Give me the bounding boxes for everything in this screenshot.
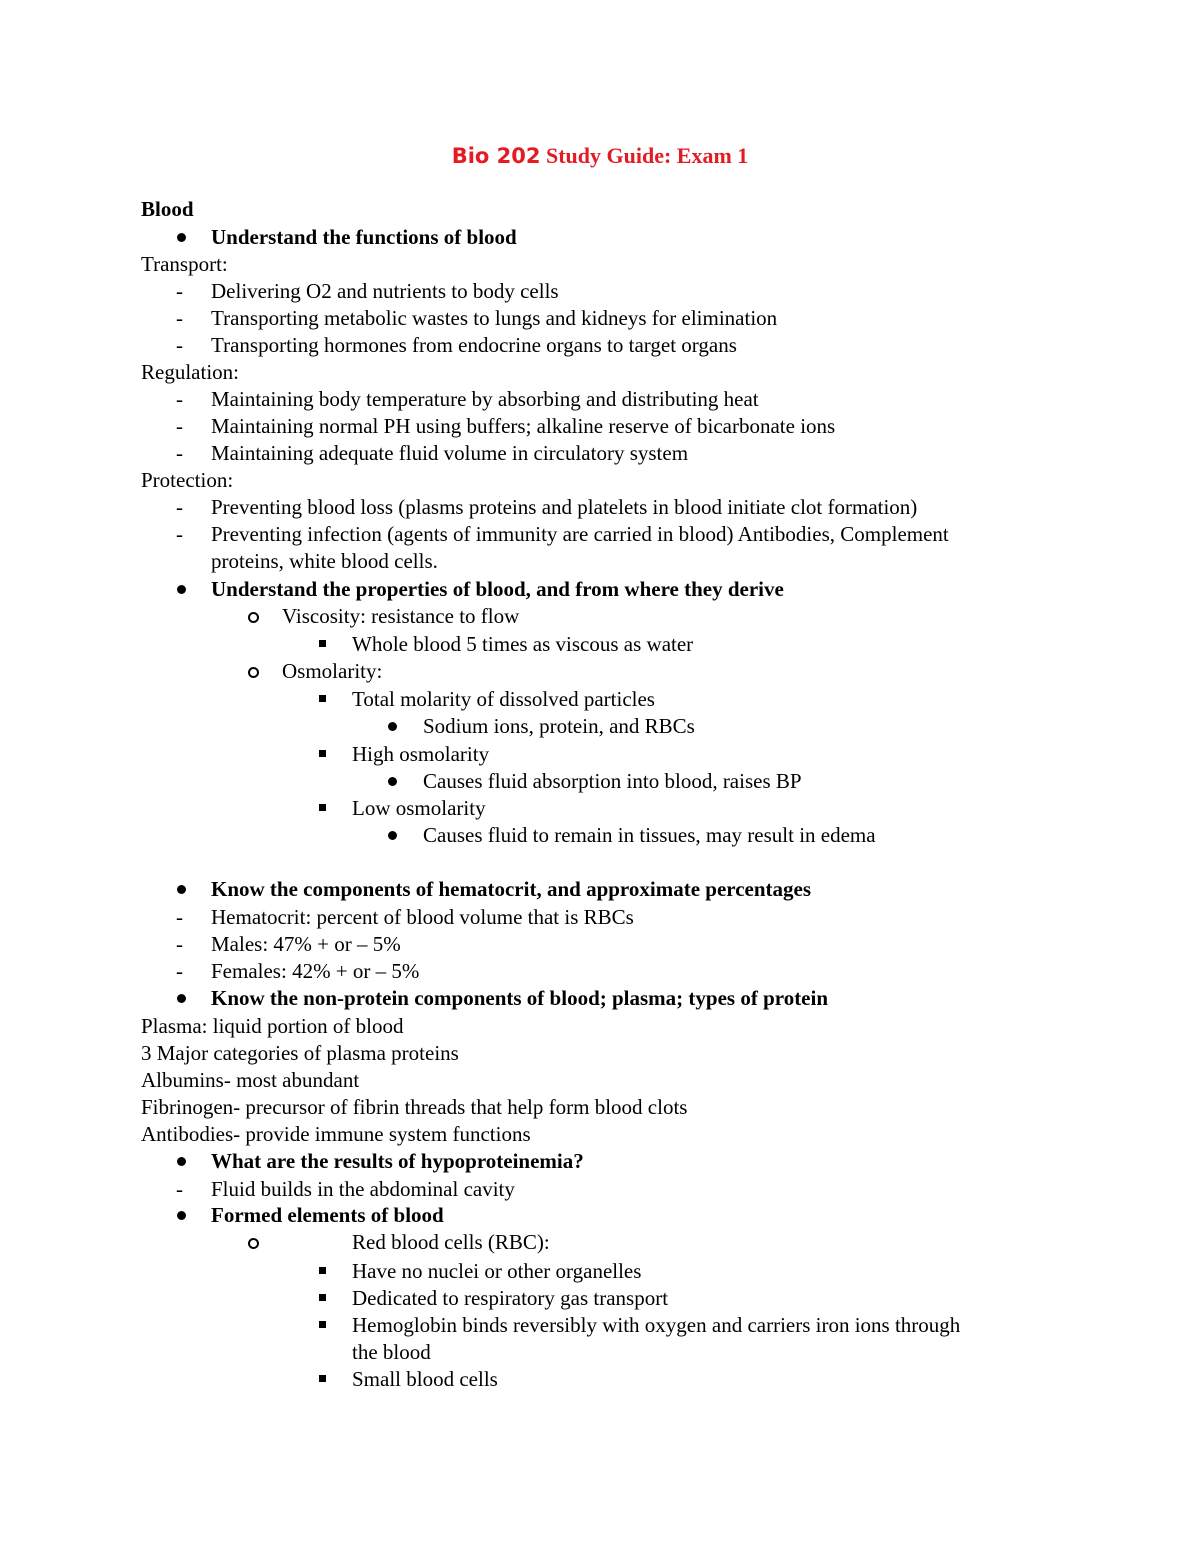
list-item: High osmolarity (352, 742, 490, 766)
bullet-disc (388, 777, 397, 786)
text-line: Regulation: (141, 360, 239, 384)
list-item: Low osmolarity (352, 796, 486, 820)
page-title (0, 142, 1200, 170)
list-item-continuation: proteins, white blood cells. (211, 549, 438, 573)
list-item: Transporting hormones from endocrine organs to target organs (211, 333, 737, 357)
list-item: Whole blood 5 times as viscous as water (352, 632, 694, 656)
text-line: Albumins- most abundant (141, 1068, 360, 1092)
dash-bullet: - (176, 279, 183, 303)
bullet-disc (177, 1157, 186, 1166)
text-line: 3 Major categories of plasma proteins (141, 1041, 459, 1065)
bullet-circle (248, 1238, 259, 1249)
bullet-square (319, 1375, 326, 1382)
list-item: Dedicated to respiratory gas transport (352, 1286, 669, 1310)
list-item: Causes fluid absorption into blood, raises BP (423, 769, 802, 793)
bullet-square (319, 804, 326, 811)
bullet-square (319, 640, 326, 647)
list-item: Preventing infection (agents of immunity are carried in blood) Antibodies, Complement (211, 522, 949, 546)
list-item: Hematocrit: percent of blood volume that is RBCs (211, 905, 634, 929)
list-item: Understand the properties of blood, and from where they derive (211, 577, 784, 601)
list-item: Know the components of hematocrit, and approximate percentages (211, 877, 812, 901)
dash-bullet: - (176, 306, 183, 330)
list-item-continuation: the blood (352, 1340, 431, 1364)
list-item: Fluid builds in the abdominal cavity (211, 1177, 515, 1201)
text-line: Transport: (141, 252, 228, 276)
dash-bullet: - (176, 414, 183, 438)
list-item: Viscosity: resistance to flow (282, 604, 520, 628)
list-item: Red blood cells (RBC): (352, 1230, 550, 1254)
bullet-square (319, 1321, 326, 1328)
list-item: What are the results of hypoproteinemia? (211, 1149, 584, 1173)
bullet-disc (177, 233, 186, 242)
list-item: Causes fluid to remain in tissues, may result in edema (423, 823, 876, 847)
list-item: Total molarity of dissolved particles (352, 687, 655, 711)
list-item: Have no nuclei or other organelles (352, 1259, 642, 1283)
text-line: Protection: (141, 468, 234, 492)
list-item: Osmolarity: (282, 659, 383, 683)
bullet-square (319, 695, 326, 702)
dash-bullet: - (176, 441, 183, 465)
title-rest: Study Guide: Exam 1 (540, 143, 749, 168)
list-item: Hemoglobin binds reversibly with oxygen and carriers iron ions through (352, 1313, 961, 1337)
list-item: Delivering O2 and nutrients to body cells (211, 279, 559, 303)
dash-bullet: - (176, 905, 183, 929)
dash-bullet: - (176, 1177, 183, 1201)
dash-bullet: - (176, 333, 183, 357)
list-item: Females: 42% + or – 5% (211, 959, 420, 983)
bullet-disc (388, 831, 397, 840)
list-item: Sodium ions, protein, and RBCs (423, 714, 695, 738)
section-heading: Blood (141, 197, 194, 221)
bullet-disc (388, 722, 397, 731)
bullet-disc (177, 585, 186, 594)
dash-bullet: - (176, 387, 183, 411)
list-item: Preventing blood loss (plasms proteins and platelets in blood initiate clot formation) (211, 495, 918, 519)
list-item: Understand the functions of blood (211, 225, 517, 249)
dash-bullet: - (176, 522, 183, 546)
text-line: Antibodies- provide immune system functions (141, 1122, 531, 1146)
bullet-disc (177, 885, 186, 894)
list-item: Know the non-protein components of blood; plasma; types of protein (211, 986, 829, 1010)
bullet-circle (248, 667, 259, 678)
bullet-square (319, 750, 326, 757)
list-item: Maintaining adequate fluid volume in circulatory system (211, 441, 689, 465)
dash-bullet: - (176, 959, 183, 983)
list-item: Maintaining normal PH using buffers; alkaline reserve of bicarbonate ions (211, 414, 836, 438)
dash-bullet: - (176, 932, 183, 956)
text-line: Plasma: liquid portion of blood (141, 1014, 404, 1038)
list-item: Formed elements of blood (211, 1203, 444, 1227)
text-line: Fibrinogen- precursor of fibrin threads that help form blood clots (141, 1095, 688, 1119)
title-course: Bio 202 (451, 144, 541, 168)
list-item: Males: 47% + or – 5% (211, 932, 401, 956)
list-item: Small blood cells (352, 1367, 498, 1391)
dash-bullet: - (176, 495, 183, 519)
bullet-square (319, 1294, 326, 1301)
list-item: Maintaining body temperature by absorbing and distributing heat (211, 387, 759, 411)
bullet-disc (177, 994, 186, 1003)
bullet-circle (248, 612, 259, 623)
list-item: Transporting metabolic wastes to lungs and kidneys for elimination (211, 306, 778, 330)
bullet-square (319, 1267, 326, 1274)
bullet-disc (177, 1211, 186, 1220)
